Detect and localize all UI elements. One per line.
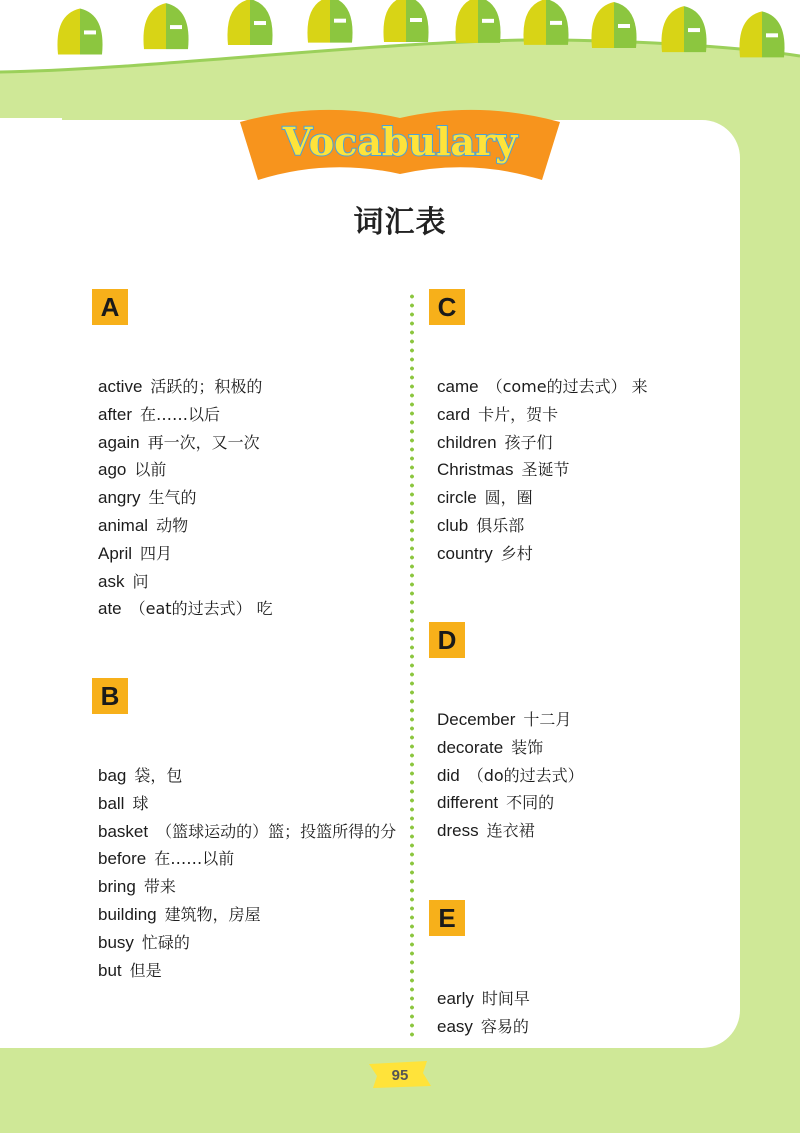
vocab-word: ball bbox=[98, 793, 125, 813]
vocab-meaning: 生气的 bbox=[148, 488, 197, 508]
vocab-entry bbox=[98, 957, 396, 985]
section-letter-a: A bbox=[92, 289, 128, 325]
vocab-word: bag bbox=[98, 766, 127, 785]
vocab-word: country bbox=[437, 543, 493, 563]
vocab-word: dress bbox=[437, 821, 479, 841]
vocab-meaning: 容易的 bbox=[480, 1016, 529, 1036]
vocab-entry bbox=[98, 901, 396, 929]
vocab-word: animal bbox=[98, 515, 149, 535]
section-letter-e: E bbox=[429, 900, 465, 936]
vocab-word: early bbox=[437, 989, 474, 1008]
vocab-entry bbox=[98, 429, 273, 457]
page-number-badge bbox=[365, 1058, 435, 1090]
vocab-meaning: 圆，圈 bbox=[484, 488, 533, 508]
vocab-word: circle bbox=[437, 488, 477, 508]
vocab-word: easy bbox=[437, 1016, 473, 1036]
vocab-entry bbox=[98, 929, 396, 957]
vocab-word: different bbox=[437, 793, 499, 813]
leaf-icon bbox=[523, 0, 568, 45]
word-list-d bbox=[437, 706, 584, 845]
vocab-meaning: 卡片，贺卡 bbox=[478, 404, 559, 424]
vocab-word: card bbox=[437, 404, 471, 424]
leaf-icon bbox=[227, 0, 272, 45]
vocab-meaning: 袋，包 bbox=[134, 766, 183, 785]
leaf-icon bbox=[739, 11, 784, 57]
word-list-b bbox=[98, 762, 396, 984]
vocab-word: busy bbox=[98, 932, 134, 952]
banner-title: Vocabulary bbox=[282, 119, 518, 164]
vocab-meaning: 不同的 bbox=[506, 793, 555, 813]
vocab-meaning: 活跃的；积极的 bbox=[150, 377, 263, 396]
vocab-word: April bbox=[98, 543, 133, 563]
section-letter-d: D bbox=[429, 622, 465, 658]
leaf-icon bbox=[591, 2, 636, 48]
page-title: 词汇表 bbox=[353, 205, 447, 240]
vocab-meaning: 在……以前 bbox=[154, 849, 235, 869]
vocab-word: ago bbox=[98, 460, 127, 480]
leaf-icon bbox=[143, 3, 188, 49]
vocab-meaning: 装饰 bbox=[511, 737, 544, 757]
vocab-meaning: 建筑物，房屋 bbox=[164, 904, 261, 924]
vocab-entry bbox=[437, 762, 584, 790]
vocab-meaning: 俱乐部 bbox=[476, 515, 525, 535]
vocab-entry bbox=[437, 789, 584, 817]
section-letter-b: B bbox=[92, 678, 128, 714]
leaf-row bbox=[0, 0, 800, 80]
vocab-word: building bbox=[98, 904, 157, 924]
vocab-entry bbox=[437, 817, 584, 845]
word-list-c bbox=[437, 373, 648, 568]
vocab-meaning: 以前 bbox=[134, 460, 167, 480]
vocab-entry bbox=[437, 429, 648, 457]
vocab-meaning: 十二月 bbox=[523, 710, 572, 729]
vocab-meaning: 时间早 bbox=[481, 989, 530, 1008]
vocab-meaning: 圣诞节 bbox=[521, 460, 570, 480]
vocab-meaning: 动物 bbox=[156, 515, 189, 535]
vocab-meaning: 再一次，又一次 bbox=[147, 432, 260, 452]
vocab-entry bbox=[98, 818, 396, 846]
leaf-icon bbox=[661, 6, 706, 52]
vocab-meaning: 在……以后 bbox=[140, 404, 221, 424]
column-divider bbox=[410, 292, 414, 1037]
vocab-word: after bbox=[98, 404, 133, 424]
vocab-word: did bbox=[437, 765, 460, 785]
vocab-meaning: 连衣裙 bbox=[486, 821, 535, 841]
vocab-meaning: 但是 bbox=[129, 960, 162, 980]
vocab-word: ask bbox=[98, 571, 125, 591]
vocab-entry bbox=[437, 985, 530, 1013]
vocab-entry bbox=[98, 456, 273, 484]
vocab-meaning: 带来 bbox=[143, 877, 176, 897]
vocab-meaning: （eat的过去式） 吃 bbox=[129, 599, 273, 619]
vocab-meaning: 忙碌的 bbox=[141, 932, 190, 952]
word-list-a bbox=[98, 373, 273, 623]
vocab-word: basket bbox=[98, 821, 149, 841]
vocab-word: but bbox=[98, 960, 122, 980]
vocab-meaning: 乡村 bbox=[500, 543, 533, 563]
vocab-meaning: 问 bbox=[132, 571, 149, 591]
leaf-icon bbox=[455, 0, 500, 43]
vocab-word: came bbox=[437, 377, 479, 396]
vocab-entry bbox=[98, 540, 273, 568]
vocab-meaning: （do的过去式） bbox=[467, 765, 584, 785]
vocab-word: December bbox=[437, 710, 516, 729]
vocab-meaning: 孩子们 bbox=[504, 432, 553, 452]
leaf-icon bbox=[307, 0, 352, 43]
vocab-word: again bbox=[98, 432, 140, 452]
vocab-entry bbox=[437, 373, 648, 401]
page-number: 95 bbox=[391, 1067, 409, 1084]
content-panel-tail bbox=[0, 118, 62, 1048]
vocab-meaning: 四月 bbox=[140, 543, 173, 563]
vocab-word: active bbox=[98, 377, 143, 396]
vocab-word: decorate bbox=[437, 737, 504, 757]
vocab-entry bbox=[98, 790, 396, 818]
vocab-entry bbox=[98, 401, 273, 429]
vocab-entry bbox=[437, 540, 648, 568]
vocab-entry bbox=[98, 484, 273, 512]
vocab-word: ate bbox=[98, 599, 122, 619]
vocab-entry bbox=[98, 512, 273, 540]
vocab-entry bbox=[437, 484, 648, 512]
vocab-entry bbox=[437, 734, 584, 762]
vocab-meaning: 球 bbox=[132, 793, 149, 813]
vocab-entry bbox=[437, 512, 648, 540]
vocab-word: Christmas bbox=[437, 460, 514, 480]
vocab-word: club bbox=[437, 515, 469, 535]
vocab-entry bbox=[98, 568, 273, 596]
leaf-icon bbox=[383, 0, 428, 42]
vocabulary-banner bbox=[232, 98, 568, 192]
vocab-meaning: （篮球运动的）篮；投篮所得的分 bbox=[156, 821, 397, 841]
vocab-entry bbox=[437, 706, 584, 734]
section-letter-c: C bbox=[429, 289, 465, 325]
leaf-icon bbox=[57, 8, 102, 54]
vocab-word: children bbox=[437, 432, 497, 452]
word-list-e bbox=[437, 985, 530, 1041]
vocab-word: before bbox=[98, 849, 147, 869]
vocab-word: angry bbox=[98, 488, 141, 508]
vocab-entry bbox=[98, 845, 396, 873]
vocab-entry bbox=[437, 1013, 530, 1041]
vocab-entry bbox=[98, 373, 273, 401]
vocab-entry bbox=[98, 873, 396, 901]
vocab-meaning: （come的过去式） 来 bbox=[486, 377, 648, 396]
vocab-word: bring bbox=[98, 877, 136, 897]
vocab-entry bbox=[98, 595, 273, 623]
vocab-entry bbox=[437, 401, 648, 429]
vocab-entry bbox=[437, 456, 648, 484]
vocab-entry bbox=[98, 762, 396, 790]
